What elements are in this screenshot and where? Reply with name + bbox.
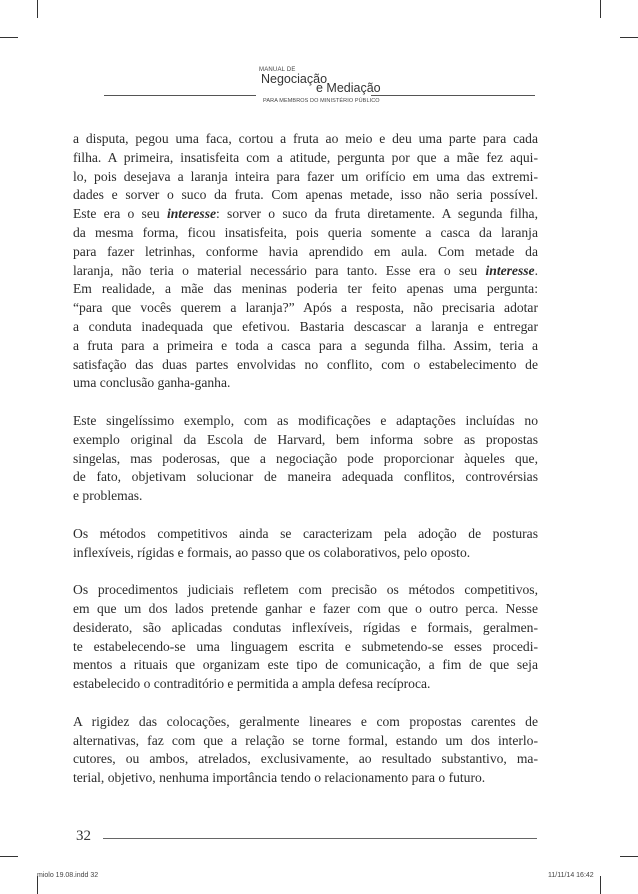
text-line: Em realidade, a mãe das meninas poderia ter feito apenas uma pergunta: xyxy=(73,281,538,297)
text-line: inflexíveis, rígidas e formais, ao passo que os colaborativos, pelo oposto. xyxy=(73,544,471,560)
crop-mark-top-left-horizontal xyxy=(0,37,18,38)
text-line: Os procedimentos judiciais refletem com precisão os métodos competitivos, xyxy=(73,582,538,598)
text-run: laranja, não teria o material necessário para tanto. Esse era o seu xyxy=(73,262,486,278)
paragraph xyxy=(73,713,538,788)
crop-mark-bottom-left-horizontal xyxy=(0,856,18,857)
paragraph xyxy=(73,581,538,694)
paragraph-gap xyxy=(73,506,538,525)
print-slug-date: 11/11/14 16:42 xyxy=(548,872,594,879)
paragraph-gap xyxy=(73,393,538,412)
text-line: de fato, objetivam solucionar de maneira adequada conflitos, controvérsias xyxy=(73,469,538,485)
header-subtitle: PARA MEMBROS DO MINISTÉRIO PÚBLICO xyxy=(263,98,380,104)
header-manual-de: MANUAL DE xyxy=(259,67,296,73)
text-line: dades e sorver o suco da fruta. Com apenas metade, isso não seria possível. xyxy=(73,187,538,203)
text-line: A rigidez das colocações, geralmente lineares e com propostas carentes de xyxy=(73,713,538,729)
text-line: uma conclusão ganha-ganha. xyxy=(73,375,231,391)
text-line: exemplo original da Escola de Harvard, bem informa sobre as propostas xyxy=(73,431,538,447)
text-line: e problemas. xyxy=(73,488,143,504)
text-line: desiderato, são aplicadas condutas inflexíveis, rígidas e formais, geralmen- xyxy=(73,619,538,635)
text-line: a conduta inadequada que efetivou. Bastaria descascar a laranja e entregar xyxy=(73,318,538,334)
crop-mark-bottom-right-vertical xyxy=(600,876,601,894)
footer-rule xyxy=(103,838,537,839)
text-line: Os métodos competitivos ainda se caracterizam pela adoção de posturas xyxy=(73,525,538,541)
text-line: filha. A primeira, insatisfeita com a atitude, pergunta por que a mãe fez aqui- xyxy=(73,149,538,165)
text-line: satisfação das duas partes envolvidas no conflito, com o estabelecimento de xyxy=(73,356,538,372)
text-line: a fruta para a primeira e toda a casca para a segunda filha. Assim, teria a xyxy=(73,337,538,353)
text-line: a disputa, pegou uma faca, cortou a fruta ao meio e deu uma parte para cada xyxy=(73,131,538,146)
running-header xyxy=(0,62,638,110)
crop-mark-top-right-vertical xyxy=(600,0,601,18)
text-run: : sorver o suco da fruta diretamente. A segunda filha, xyxy=(216,206,538,222)
text-line: singelas, mas poderosas, que a negociação pode proporcionar àqueles que, xyxy=(73,450,538,466)
text-line: te estabelecendo-se uma linguagem escrita e submetendo-se esses procedi- xyxy=(73,638,538,654)
crop-mark-top-left-vertical xyxy=(37,0,38,18)
text-line: terial, objetivo, nenhuma importância tendo o relacionamento para o futuro. xyxy=(73,770,486,786)
crop-mark-bottom-right-horizontal xyxy=(620,856,638,857)
header-rule-left xyxy=(104,95,256,96)
body-text xyxy=(73,130,538,788)
paragraph xyxy=(73,525,538,563)
text-line: estabelecido o contraditório e permitida a ampla defesa recíproca. xyxy=(73,676,431,692)
paragraph xyxy=(73,412,538,506)
page-number: 32 xyxy=(76,828,91,844)
text-line: da mesma forma, ficou insatisfeita, pois queria somente a casca da laranja xyxy=(73,224,538,240)
text-line: “para que vocês querem a laranja?” Após a resposta, não precisaria adotar xyxy=(73,300,538,316)
emphasized-term: interesse xyxy=(166,206,217,222)
print-slug-file: miolo 19.08.indd 32 xyxy=(37,872,99,879)
text-run: . xyxy=(534,262,538,278)
paragraph-gap xyxy=(73,562,538,581)
paragraph xyxy=(73,130,538,393)
text-line xyxy=(73,205,538,224)
text-line: cutores, ou ambos, atrelados, exclusivamente, ao resultado substantivo, ma- xyxy=(73,751,538,767)
header-negociacao: Negociação xyxy=(261,72,328,86)
text-line: mentos a rituais que organizam este tipo de comunicação, a fim de que seja xyxy=(73,657,538,673)
paragraph-gap xyxy=(73,694,538,713)
text-run: Este era o seu xyxy=(73,206,167,222)
text-line: lo, pois desejava a laranja inteira para fazer um orifício em uma das extremi- xyxy=(73,168,538,184)
text-line: em que um dos lados pretende ganhar e fazer com que o outro perca. Nesse xyxy=(73,600,538,616)
crop-mark-top-right-horizontal xyxy=(620,37,638,38)
text-line xyxy=(73,262,538,281)
text-line: para fazer letrinhas, conforme havia aprendido em aula. Com metade da xyxy=(73,243,538,259)
header-rule-right xyxy=(371,95,535,96)
text-line: Este singelíssimo exemplo, com as modificações e adaptações incluídas no xyxy=(73,412,538,428)
emphasized-term: interesse xyxy=(485,262,535,278)
text-line: alternativas, faz com que a relação se torne formal, estando um dos interlo- xyxy=(73,732,538,748)
header-e-mediacao: e Mediação xyxy=(316,81,381,95)
